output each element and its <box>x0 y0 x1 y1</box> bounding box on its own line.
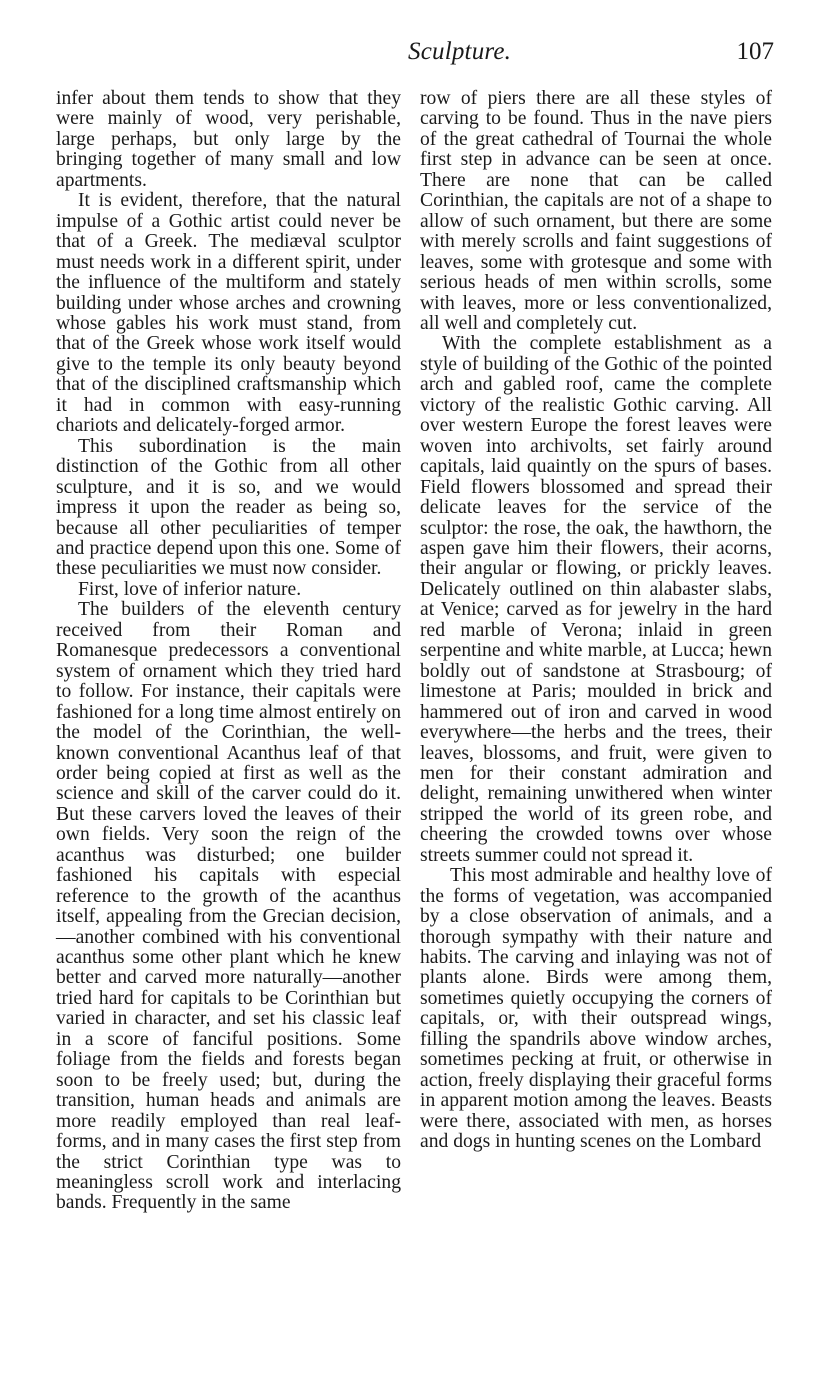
paragraph: It is evident, therefore, that the natural impulse of a Gothic artist could never be that of a Greek. The mediæval sculptor must needs work in a different spirit, under the influence of the multiform and stately building under whose arches and crowning whose gables his work must stand, from that of the Greek whose work itself would give to the temple its only beauty beyond that of the disciplined craftsmanship which it had in common with easy-running chariots and delicately-forged armor. <box>56 190 401 437</box>
running-title: Sculpture. <box>408 38 512 65</box>
paragraph: infer about them tends to show that they were mainly of wood, very perishable, large perhaps, but only large by the bringing together of many small and low apartments. <box>56 88 401 191</box>
right-column <box>420 89 772 1153</box>
paragraph: row of piers there are all these styles of carving to be found. Thus in the nave piers of the great cathedral of Tournai the whole first step in advance can be seen at once. There are none that can be called Corinthian, the capitals are not of a shape to allow of such ornament, but there are some with merely scrolls and faint suggestions of leaves, some with grotesque and some with serious heads of men within scrolls, some with leaves, more or less conventionalized, all well and completely cut. <box>420 88 772 334</box>
paragraph: The builders of the eleventh century received from their Roman and Romanesque predecessors a conventional system of ornament which they tried hard to follow. For instance, their capitals were fashioned for a long time almost entirely on the model of the Corinthian, the well-known conventional Acanthus leaf of that order being copied at first as well as the science and skill of the carver could do it. But these carvers loved the leaves of their own fields. Very soon the reign of the acanthus was disturbed; one builder fashioned his capitals with especial reference to the growth of the acanthus itself, appealing from the Grecian decision,—another combined with his conventional acanthus some other plant which he knew better and carved more naturally—another tried hard for capitals to be Corinthian but varied in character, and set his classic leaf in a score of fanciful positions. Some foliage from the fields and forests began soon to be freely used; but, during the transition, human heads and animals are more readily employed than real leaf-forms, and in many cases the first step from the strict Corinthian type was to meaningless scroll work and interlacing bands. Frequently in the same <box>56 599 401 1214</box>
paragraph: First, love of inferior nature. <box>78 578 302 600</box>
paragraph: This subordination is the main distinction of the Gothic from all other sculpture, and it is so, and we would impress it upon the reader as being so, because all other peculiarities of temper and practice depend upon this one. Some of these peculiarities we must now consider. <box>56 435 401 580</box>
paragraph: With the complete establishment as a style of building of the Gothic of the pointed arch and gabled roof, came the complete victory of the realistic Gothic carving. All over western Europe the forest leaves were woven into archivolts, set fairly around capitals, laid quaintly on the spurs of bases. Field flowers blossomed and spread their delicate leaves for the service of the sculptor: the rose, the oak, the hawthorn, the aspen gave him their flowers, their acorns, their angular or flowing, or prickly leaves. Delicately outlined on thin alabaster slabs, at Venice; carved as for jewelry in the hard red marble of Verona; inlaid in green serpentine and white marble, at Lucca; hewn boldly out of sandstone at Strasbourg; of limestone at Paris; moulded in brick and hammered out of iron and carved in wood everywhere—the herbs and the trees, their leaves, blossoms, and fruit, were given to men for their constant admiration and delight, remaining unwithered when winter stripped the world of its green robe, and cheering the crowded towns over whose streets summer could not spread it. <box>420 333 772 866</box>
paragraph: This most admirable and healthy love of the forms of vegetation, was accompanied by a close observation of animals, and a thorough sympathy with their nature and habits. The carving and inlaying was not of plants alone. Birds were among them, sometimes quietly occupying the corners of capitals, or, with their outspread wings, filling the spandrils above window arches, sometimes pecking at fruit, or otherwise in action, freely displaying their graceful forms in apparent motion among the leaves. Beasts were there, associated with men, as horses and dogs in hunting scenes on the Lombard <box>420 865 772 1153</box>
left-column <box>56 89 401 1214</box>
page-number: 107 <box>736 38 774 65</box>
running-header <box>54 38 774 72</box>
